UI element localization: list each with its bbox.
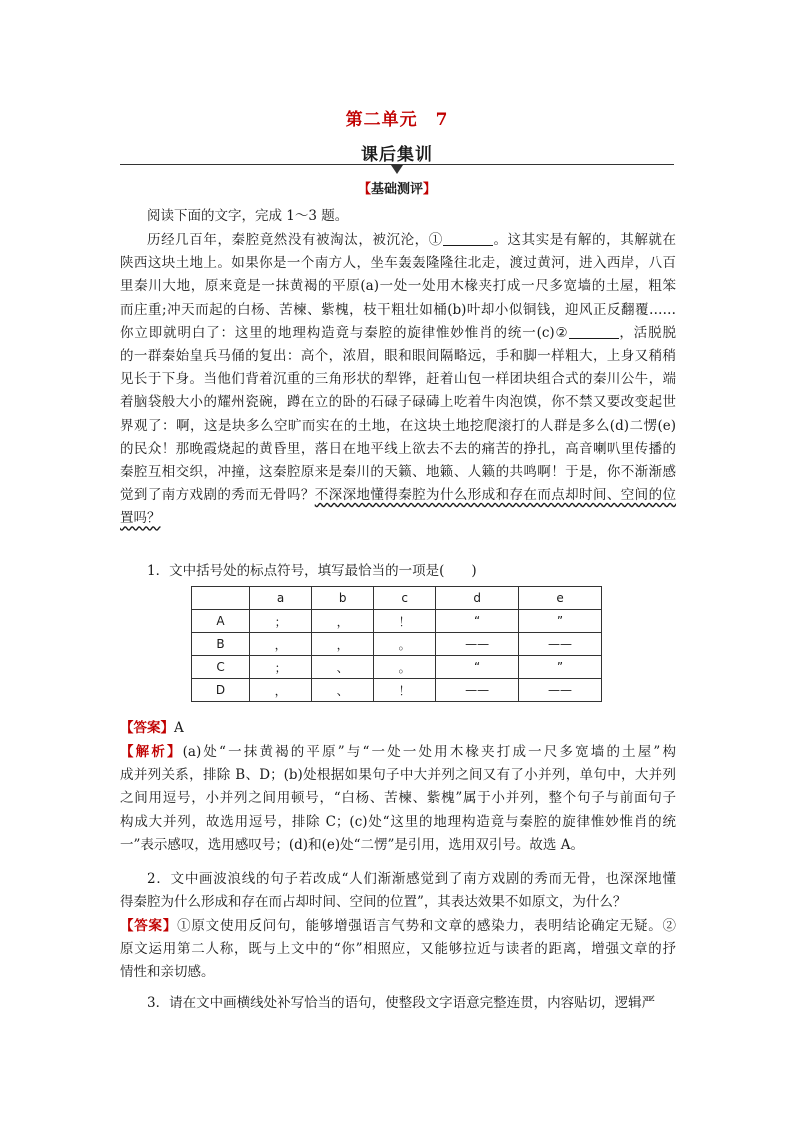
passage-line: 陕西这块土地上。如果你是一个南方人，坐车轰轰隆隆往北走，渡过黄河，进入西岸，八百 xyxy=(120,255,676,272)
option-mark-cell: d xyxy=(436,587,519,610)
option-mark-cell: 、 xyxy=(312,679,374,702)
analysis-label: 【解析】 xyxy=(120,744,183,760)
passage-line: 界观了：啊，这是块多么空旷而实在的土地，在这块土地挖爬滚打的人群是多么(d)二愣(e) xyxy=(120,417,676,434)
option-mark-cell: ； xyxy=(250,656,312,679)
wavy-underlined-sentence: 不深深地懂得秦腔为什么形成和存在而点却时间、空间的位 xyxy=(314,487,677,504)
option-mark-cell: ！ xyxy=(374,679,436,702)
q2-answer: 【答案】①原文使用反问句，能够增强语言气势和文章的感染力，表明结论确定无疑。② 原文运用第二人称，既与上文中的“你”相照应，又能够拉近与读者的距离，增强文章的抒 情性和亲切感。 xyxy=(120,918,677,981)
table-row xyxy=(192,679,602,702)
option-mark-cell: a xyxy=(250,587,312,610)
option-letter-cell xyxy=(192,587,250,610)
option-mark-cell: “ xyxy=(436,610,519,633)
option-mark-cell: 。 xyxy=(374,633,436,656)
passage-line: 着脑袋般大小的耀州瓷碗，蹲在立的卧的石碌子碌碡上吃着牛肉泡馍，你不禁又要改变起世 xyxy=(120,394,676,411)
passage-line: 历经几百年，秦腔竟然没有被淘汰，被沉沦，① 。这其实是有解的，其解就在 xyxy=(147,232,677,248)
option-letter-cell: C xyxy=(192,656,250,679)
option-mark-cell: ， xyxy=(250,633,312,656)
passage-line: 里秦川大地，原来竟是一抹黄褐的平原(a)一处一处用木椽夹打成一尺多宽墙的土屋，粗笨 xyxy=(120,278,676,295)
subsection-label: 基础测评 xyxy=(370,182,423,197)
passage-line: 见长于下身。当他们背着沉重的三角形状的犁铧，赶着山包一样团块组合式的秦川公牛，端 xyxy=(120,371,676,388)
fill-blank-1 xyxy=(443,232,493,246)
question-3-stem: 3．请在文中画横线处补写恰当的语句，使整段文字语意完整连贯，内容贴切，逻辑严 xyxy=(147,995,656,1011)
passage-line: 秦腔互相交织，冲撞，这秦腔原来是秦川的天籁、地籁、人籁的共鸣啊！于是，你不渐渐感 xyxy=(120,464,676,481)
table-header-row xyxy=(192,587,602,610)
passage-line: 你立即就明白了：这里的地理构造竟与秦腔的旋律惟妙惟肖的统一(c)② ，活脱脱 xyxy=(120,324,676,341)
option-mark-cell: ！ xyxy=(374,610,436,633)
subsection-heading xyxy=(0,178,794,197)
unit-title: 第二单元 7 xyxy=(345,110,449,130)
fill-blank-2 xyxy=(569,325,619,339)
passage-line: 而庄重;冲天而起的白杨、苦楝、紫槐，枝干粗壮如桶(b)叶却小似铜钱，迎风正反翻覆…… xyxy=(120,301,676,318)
option-letter-cell: A xyxy=(192,610,250,633)
table-row xyxy=(192,633,602,656)
question-1-stem: 1．文中括号处的标点符号，填写最恰当的一项是( ) xyxy=(147,563,477,579)
option-mark-cell: 、 xyxy=(312,656,374,679)
question-2-stem: 2．文中画波浪线的句子若改成“人们渐渐感觉到了南方戏剧的秀而无骨，也深深地懂 得秦腔为什么形成和存在而占却时间、空间的位置”，其表达效果不如原文，为什么？ xyxy=(120,871,676,911)
option-mark-cell: ， xyxy=(250,679,312,702)
table-row xyxy=(192,656,602,679)
option-mark-cell: —— xyxy=(519,633,602,656)
option-letter-cell: B xyxy=(192,633,250,656)
option-mark-cell: —— xyxy=(436,633,519,656)
option-letter-cell: D xyxy=(192,679,250,702)
option-mark-cell: —— xyxy=(436,679,519,702)
option-mark-cell: “ xyxy=(436,656,519,679)
passage-line: 的民众！那晚霞烧起的黄昏里，落日在地平线上欲去不去的痛苦的挣扎，高音喇叭里传播的 xyxy=(120,440,676,457)
wavy-underlined-sentence: 置吗？ xyxy=(120,510,161,527)
passage-segment: 觉到了南方戏剧的秀而无骨吗？ xyxy=(120,487,315,504)
answer-label: 【答案】 xyxy=(120,720,174,736)
section-title: 课后集训 xyxy=(361,145,433,165)
passage-line xyxy=(120,484,676,507)
option-mark-cell: ； xyxy=(250,610,312,633)
passage-line: 的一群秦始皇兵马俑的复出：高个，浓眉，眼和眼间隔略远，手和脚一样粗大，上身又稍稍 xyxy=(120,348,676,365)
reading-passage xyxy=(120,229,676,531)
q1-answer xyxy=(120,717,676,740)
option-mark-cell: b xyxy=(312,587,374,610)
option-mark-cell: ” xyxy=(519,656,602,679)
option-mark-cell: ， xyxy=(312,633,374,656)
option-mark-cell: ” xyxy=(519,610,602,633)
option-mark-cell: c xyxy=(374,587,436,610)
answer-label: 【答案】 xyxy=(120,918,178,934)
option-mark-cell: ， xyxy=(312,610,374,633)
option-mark-cell: e xyxy=(519,587,602,610)
bracket-close: 】 xyxy=(423,182,437,197)
instruction: 阅读下面的文字，完成 1～3 题。 xyxy=(147,208,349,224)
table-row xyxy=(192,610,602,633)
options-table xyxy=(191,586,602,702)
divider-arrow-icon xyxy=(391,165,403,174)
option-mark-cell: —— xyxy=(519,679,602,702)
passage-line xyxy=(120,507,676,530)
option-mark-cell: 。 xyxy=(374,656,436,679)
bracket-open: 【 xyxy=(357,182,371,197)
answer-value: A xyxy=(174,720,184,736)
q1-analysis: 【解析】(a)处“一抹黄褐的平原”与“一处一处用木椽夹打成一尺多宽墙的土屋”构 成并列关系，排除 B、D；(b)处根据如果句子中大并列之间又有了小并列，单句中，大并列 之间用逗号，小并列之间用顿号，“白杨、苦楝、紫槐”属于小并列，整个句子与前面句子 构成大并列，故选用逗号，排除 C；(c)处“这里的地理构造竟与秦腔的旋律惟妙惟肖的统 一”表示感叹，选用感叹号；(d)和(e)处“二愣”是引用，选用双引号。故选 A。 xyxy=(120,744,676,853)
